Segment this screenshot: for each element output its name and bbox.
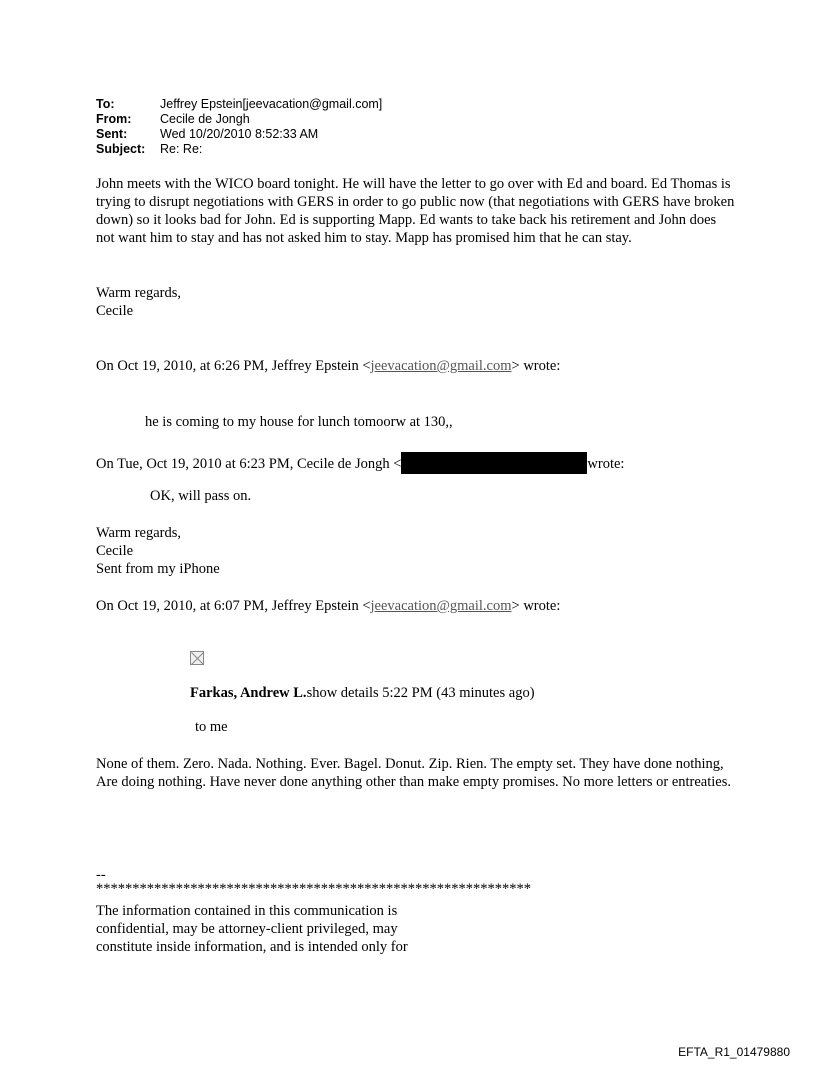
quote-header-3-suffix: > wrote: [511, 598, 561, 614]
quote-header-1 [96, 357, 736, 375]
sent-value: Wed 10/20/2010 8:52:33 AM [160, 127, 319, 141]
quote-header-3 [96, 597, 736, 615]
regards-2: Warm regards, [96, 525, 181, 541]
quote-header-2-suffix: wrote: [587, 456, 625, 472]
signature-block-1 [96, 284, 736, 320]
quote-header-2 [96, 452, 736, 474]
body-paragraph-1: John meets with the WICO board tonight. He will have the letter to go over with Ed and board. Ed Thomas is trying to disrupt negotiations with GERS in order to go public now (that negotiations with GERS have broken down) so it looks bad for John. Ed is supporting Mapp. Ed wants to take back his retirement and John does not want him to stay and has not asked him to stay. Mapp has promised him that he can stay. [96, 176, 735, 246]
disclaimer-line-2: confidential, may be attorney-client privileged, may [96, 921, 398, 937]
disclaimer-line-3: constitute inside information, and is intended only for [96, 939, 408, 955]
sender-line [190, 684, 816, 702]
subject-value: Re: Re: [160, 142, 203, 156]
redaction-box [401, 452, 587, 474]
to-me: to me [195, 719, 228, 735]
regards-1: Warm regards, [96, 285, 181, 301]
disclaimer [96, 902, 736, 956]
email-link-1[interactable]: jeevacation@gmail.com [370, 358, 512, 374]
email-header [96, 97, 382, 157]
from-value: Cecile de Jongh [160, 112, 250, 126]
subject-label: Subject: [96, 142, 146, 156]
reply-2: OK, will pass on. [150, 488, 252, 504]
bates-number: EFTA_R1_01479880 [678, 1045, 790, 1059]
signature-2: Cecile [96, 543, 134, 559]
signature-block-2 [96, 524, 736, 578]
quote-header-2-prefix: On Tue, Oct 19, 2010 at 6:23 PM, Cecile de Jongh < [96, 456, 402, 472]
from-label: From: [96, 112, 132, 126]
quote-header-1-prefix: On Oct 19, 2010, at 6:26 PM, Jeffrey Epstein < [96, 358, 371, 374]
sent-label: Sent: [96, 127, 128, 141]
sender-name: Farkas, Andrew L. [190, 685, 307, 701]
quote-header-1-suffix: > wrote: [511, 358, 561, 374]
quote-header-3-prefix: On Oct 19, 2010, at 6:07 PM, Jeffrey Epstein < [96, 598, 371, 614]
email-link-2[interactable]: jeevacation@gmail.com [370, 598, 512, 614]
to-value: Jeffrey Epstein[jeevacation@gmail.com] [160, 97, 383, 111]
disclaimer-line-1: The information contained in this communication is [96, 903, 398, 919]
stars-divider: ************************************************************ [96, 881, 531, 897]
reply-1: he is coming to my house for lunch tomoorw at 130,, [145, 414, 453, 430]
broken-image-icon [190, 651, 204, 665]
show-details-link[interactable]: show details 5:22 PM (43 minutes ago) [306, 685, 535, 701]
signature-dashes: -- [96, 867, 106, 883]
signature-1: Cecile [96, 303, 134, 319]
to-label: To: [96, 97, 115, 111]
body-paragraph-2: None of them. Zero. Nada. Nothing. Ever. Bagel. Donut. Zip. Rien. The empty set. They have done nothing, Are doing nothing. Have never done anything other than make empty promises. No more letters or entreaties. [96, 756, 731, 790]
sent-from-iphone: Sent from my iPhone [96, 561, 220, 577]
